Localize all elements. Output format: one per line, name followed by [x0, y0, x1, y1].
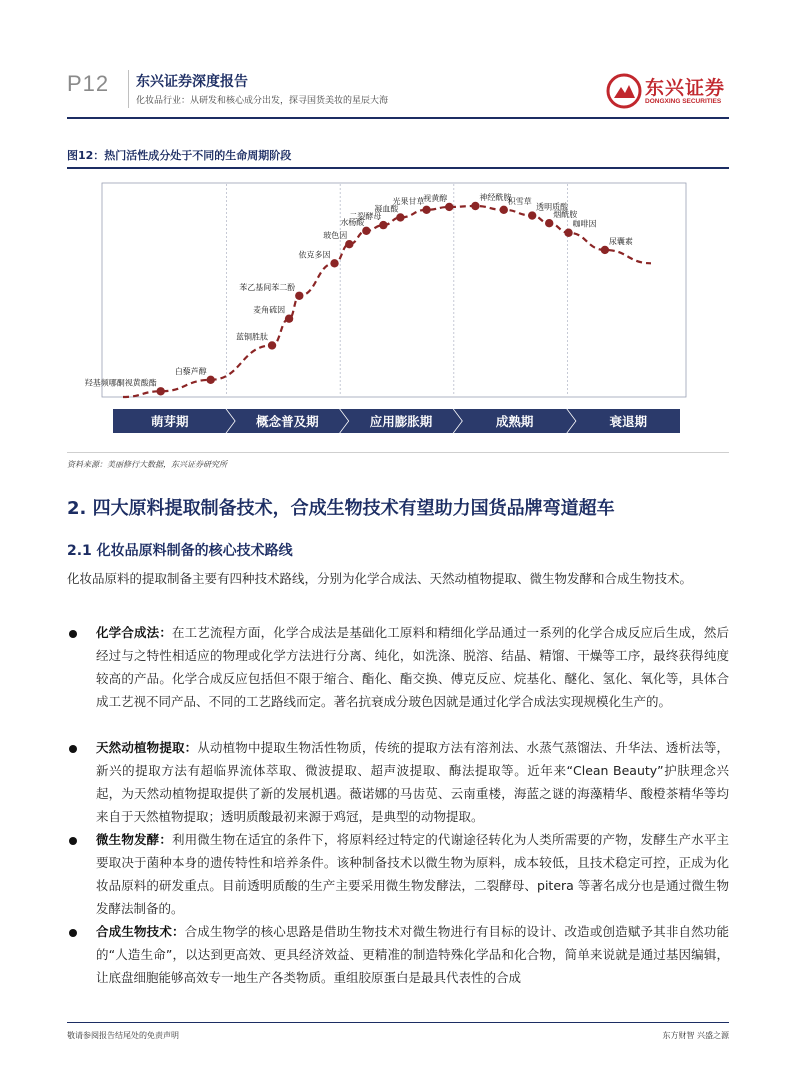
- figure-title-rule: [67, 167, 729, 169]
- lifecycle-chart: [84, 178, 695, 442]
- ingredient-label: 玻色因: [323, 231, 348, 241]
- ingredient-point: [396, 213, 404, 221]
- ingredient-point: [157, 387, 165, 395]
- ingredient-label: 咖啡因: [572, 219, 597, 229]
- plot-frame: [102, 183, 686, 397]
- bullet-term: 化学合成法：: [96, 625, 172, 640]
- ingredient-point: [362, 227, 370, 235]
- stage-label: 概念普及期: [256, 414, 319, 429]
- ingredient-point: [345, 240, 353, 248]
- ingredient-label: 神经酰胺: [479, 193, 512, 202]
- section-heading: 2. 四大原料提取制备技术，合成生物技术有望助力国货品牌弯道超车: [67, 498, 615, 519]
- ingredient-point: [206, 376, 214, 384]
- figure-source: 资料来源：美丽修行大数据，东兴证券研究所: [67, 460, 227, 469]
- footer-rule: [67, 1022, 729, 1023]
- report-subtitle: 化妆品行业：从研发和核心成分出发，探寻国货美妆的星辰大海: [136, 96, 389, 106]
- bullet-dot: [69, 745, 77, 753]
- ingredient-point: [445, 203, 453, 211]
- ingredient-point: [601, 246, 609, 254]
- subsection-heading: 2.1 化妆品原料制备的核心技术路线: [67, 543, 293, 559]
- ingredient-label: 苯乙基间苯二酚: [239, 282, 296, 292]
- ingredient-label: 视黄醇: [423, 193, 448, 203]
- ingredient-label: 白藜芦醇: [174, 366, 207, 376]
- stage-label: 成熟期: [495, 414, 534, 429]
- ingredient-label: 积雪草: [507, 196, 532, 206]
- stage-label: 衰退期: [609, 414, 647, 429]
- figure-title: 图12：热门活性成分处于不同的生命周期阶段: [67, 149, 292, 162]
- ingredient-label: 光果甘草: [392, 196, 425, 206]
- intro-paragraph: 化妆品原料的提取制备主要有四种技术路线，分别为化学合成法、天然动植物提取、微生物发酵和合成生物技术。: [67, 571, 693, 586]
- ingredient-label: 蓝铜胜肽: [236, 332, 269, 342]
- ingredient-label: 透明质酸: [536, 202, 569, 212]
- ingredient-label: 依克多因: [298, 250, 331, 260]
- ingredient-label: 烟酰胺: [553, 210, 578, 220]
- bullet-text: 利用微生物在适宜的条件下，将原料经过特定的代谢途径转化为人类所需要的产物，发酵生产水平主要取决于菌种本身的遗传特性和培养条件。该种制备技术以微生物为原料，成本较低，且技术稳定可控，正成为化妆品原料的研发重点。目前透明质酸的生产主要采用微生物发酵法，二裂酵母、pitera 等著名成分也是通过微生物发酵法制备的。: [96, 832, 729, 916]
- ingredient-label: 凝血酸: [374, 204, 399, 214]
- ingredient-point: [500, 206, 508, 214]
- header-divider: [128, 70, 129, 108]
- bullet-text: 在工艺流程方面，化学合成法是基础化工原料和精细化学品通过一系列的化学合成反应后生成，然后经过与之特性相适应的物理或化学方法进行分离、纯化，如洗涤、脱溶、结晶、精馏、干燥等工序，最终获得纯度较高的产品。化学合成反应包括但不限于缩合、酯化、酯交换、傅克反应、烷基化、醚化、氢化、氧化等，具体合成工艺视不同产品、不同的工艺路线而定。著名抗衰成分玻色因就是通过化学合成法实现规模化生产的。: [96, 625, 729, 709]
- ingredient-label: 麦角硫因: [253, 305, 286, 315]
- header-rule: [67, 117, 729, 119]
- ingredient-point: [545, 219, 553, 227]
- logo-wordmark-cn: 东兴证券: [645, 77, 726, 99]
- bullet-dot: [69, 837, 77, 845]
- page-number: P12: [67, 71, 110, 96]
- ingredient-point: [471, 202, 479, 210]
- ingredient-point: [330, 259, 338, 267]
- ingredient-label: 羟基频哪酮视黄酸酯: [84, 378, 157, 388]
- footer-slogan: 东方财智 兴盛之源: [662, 1031, 729, 1040]
- dongxing-logo-icon: [607, 74, 641, 108]
- ingredient-point: [564, 229, 572, 237]
- ingredient-label: 水杨酸: [340, 217, 365, 227]
- ingredient-point: [285, 314, 293, 322]
- bullet-text: 合成生物学的核心思路是借助生物技术对微生物进行有目标的设计、改造或创造赋予其非自然功能的“人造生命”，以达到更高效、更具经济效益、更精准的制造特殊化学品和化合物，简单来说就是通过基因编辑，让底盘细胞能够高效专一地生产各类物质。重组胶原蛋白是最具代表性的合成: [96, 924, 729, 985]
- stage-label: 萌芽期: [151, 414, 189, 429]
- source-rule: [67, 452, 729, 453]
- footer-disclaimer: 敬请参阅报告结尾处的免责声明: [67, 1031, 179, 1040]
- ingredient-point: [528, 211, 536, 219]
- bullet-dot: [69, 929, 77, 937]
- ingredient-point: [422, 206, 430, 214]
- ingredient-point: [268, 341, 276, 349]
- ingredient-label: 尿囊素: [608, 236, 633, 246]
- ingredient-label: 二裂酵母: [349, 212, 382, 222]
- bullet-text: 从动植物中提取生物活性物质，传统的提取方法有溶剂法、水蒸气蒸馏法、升华法、透析法等，新兴的提取方法有超临界流体萃取、微波提取、超声波提取、酶法提取等。近年来“Clean Beauty”护肤理念兴起，为天然动植物提取提供了新的发展机遇。薇诺娜的马齿苋、云南重楼，海蓝之谜的海藻精华、酸橙茶精华等均来自于天然植物提取；透明质酸最初来源于鸡冠，是典型的动物提取。: [96, 740, 729, 824]
- bullet-term: 微生物发酵：: [96, 832, 172, 847]
- bullet-term: 合成生物技术：: [96, 924, 185, 939]
- bullet-term: 天然动植物提取：: [96, 740, 198, 755]
- report-title: 东兴证券深度报告: [136, 74, 248, 90]
- logo-wordmark-en: DONGXING SECURITIES: [645, 98, 722, 105]
- stage-label: 应用膨胀期: [369, 414, 433, 429]
- ingredient-point: [379, 221, 387, 229]
- ingredient-point: [295, 292, 303, 300]
- bullet-dot: [69, 630, 77, 638]
